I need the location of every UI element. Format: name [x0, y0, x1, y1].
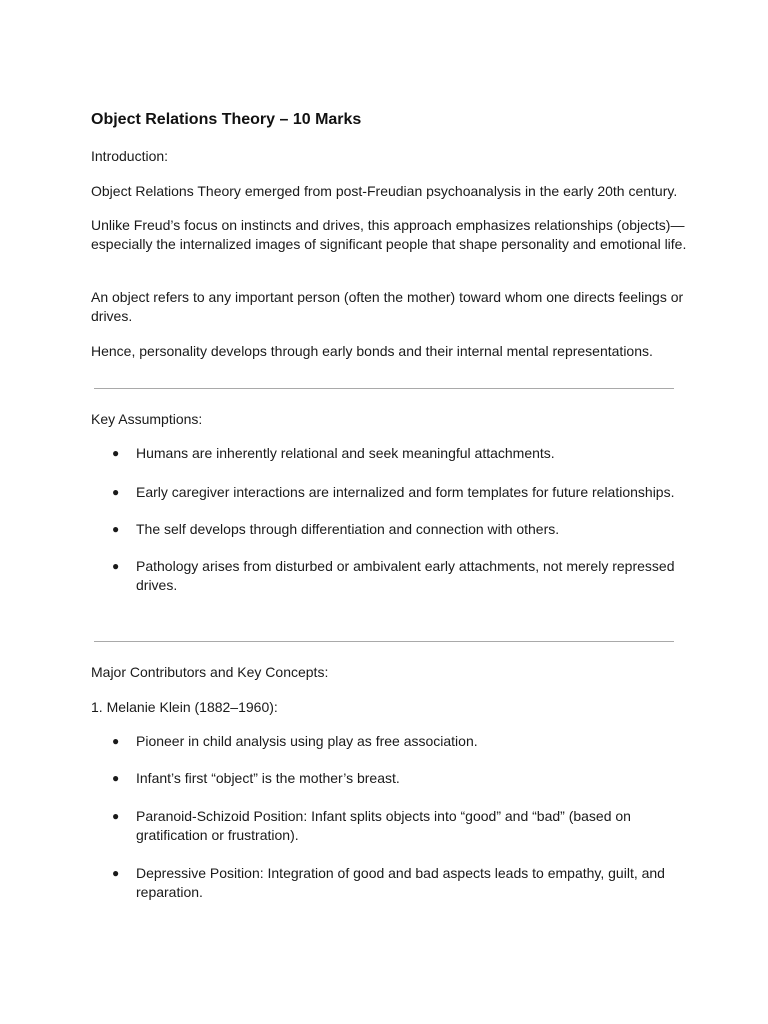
document-title: Object Relations Theory – 10 Marks: [91, 111, 362, 128]
bullet-icon: ●: [112, 771, 120, 785]
klein-heading: 1. Melanie Klein (1882–1960):: [91, 699, 278, 715]
section-divider: [94, 641, 674, 642]
contributors-heading: Major Contributors and Key Concepts:: [91, 664, 329, 680]
bullet-icon: ●: [112, 522, 120, 536]
key-assumption-text: Humans are inherently relational and seek meaningful attachments.: [136, 445, 555, 461]
klein-concept-item: [112, 732, 682, 751]
introduction-heading: Introduction:: [91, 148, 169, 164]
klein-concept-text: Infant’s first “object” is the mother’s breast.: [136, 770, 400, 786]
bullet-icon: ●: [112, 866, 120, 880]
bullet-icon: ●: [112, 809, 120, 823]
key-assumptions-heading: Key Assumptions:: [91, 411, 203, 427]
bullet-icon: ●: [112, 559, 120, 573]
key-assumption-text: Pathology arises from disturbed or ambivalent early attachments, not merely repressed drives.: [136, 558, 675, 593]
klein-concept-text: Depressive Position: Integration of good and bad aspects leads to empathy, guilt, and reparation.: [136, 865, 665, 900]
klein-concept-text: Paranoid-Schizoid Position: Infant splits objects into “good” and “bad” (based on gratification or frustration).: [136, 808, 631, 843]
key-assumption-item: [112, 557, 682, 595]
bullet-icon: ●: [112, 446, 120, 460]
key-assumption-item: [112, 520, 682, 539]
key-assumption-text: Early caregiver interactions are internalized and form templates for future relationships.: [136, 484, 675, 500]
introduction-paragraph-1: Object Relations Theory emerged from post-Freudian psychoanalysis in the early 20th century.: [91, 183, 678, 199]
section-divider: [94, 388, 674, 389]
introduction-paragraph-4: Hence, personality develops through early bonds and their internal mental representations.: [91, 343, 653, 359]
key-assumption-item: [112, 444, 682, 463]
klein-concept-item: [112, 864, 682, 902]
klein-concept-item: [112, 807, 682, 845]
bullet-icon: ●: [112, 734, 120, 748]
klein-concept-text: Pioneer in child analysis using play as free association.: [136, 733, 478, 749]
key-assumption-item: [112, 483, 682, 502]
klein-concept-item: [112, 769, 682, 788]
bullet-icon: ●: [112, 485, 120, 499]
introduction-paragraph-3: An object refers to any important person (often the mother) toward whom one directs feelings or drives.: [91, 289, 684, 324]
introduction-paragraph-2: Unlike Freud’s focus on instincts and drives, this approach emphasizes relationships (objects)—especially the internalized images of significant people that shape personality and emotional life.: [91, 217, 687, 252]
key-assumption-text: The self develops through differentiation and connection with others.: [136, 521, 560, 537]
